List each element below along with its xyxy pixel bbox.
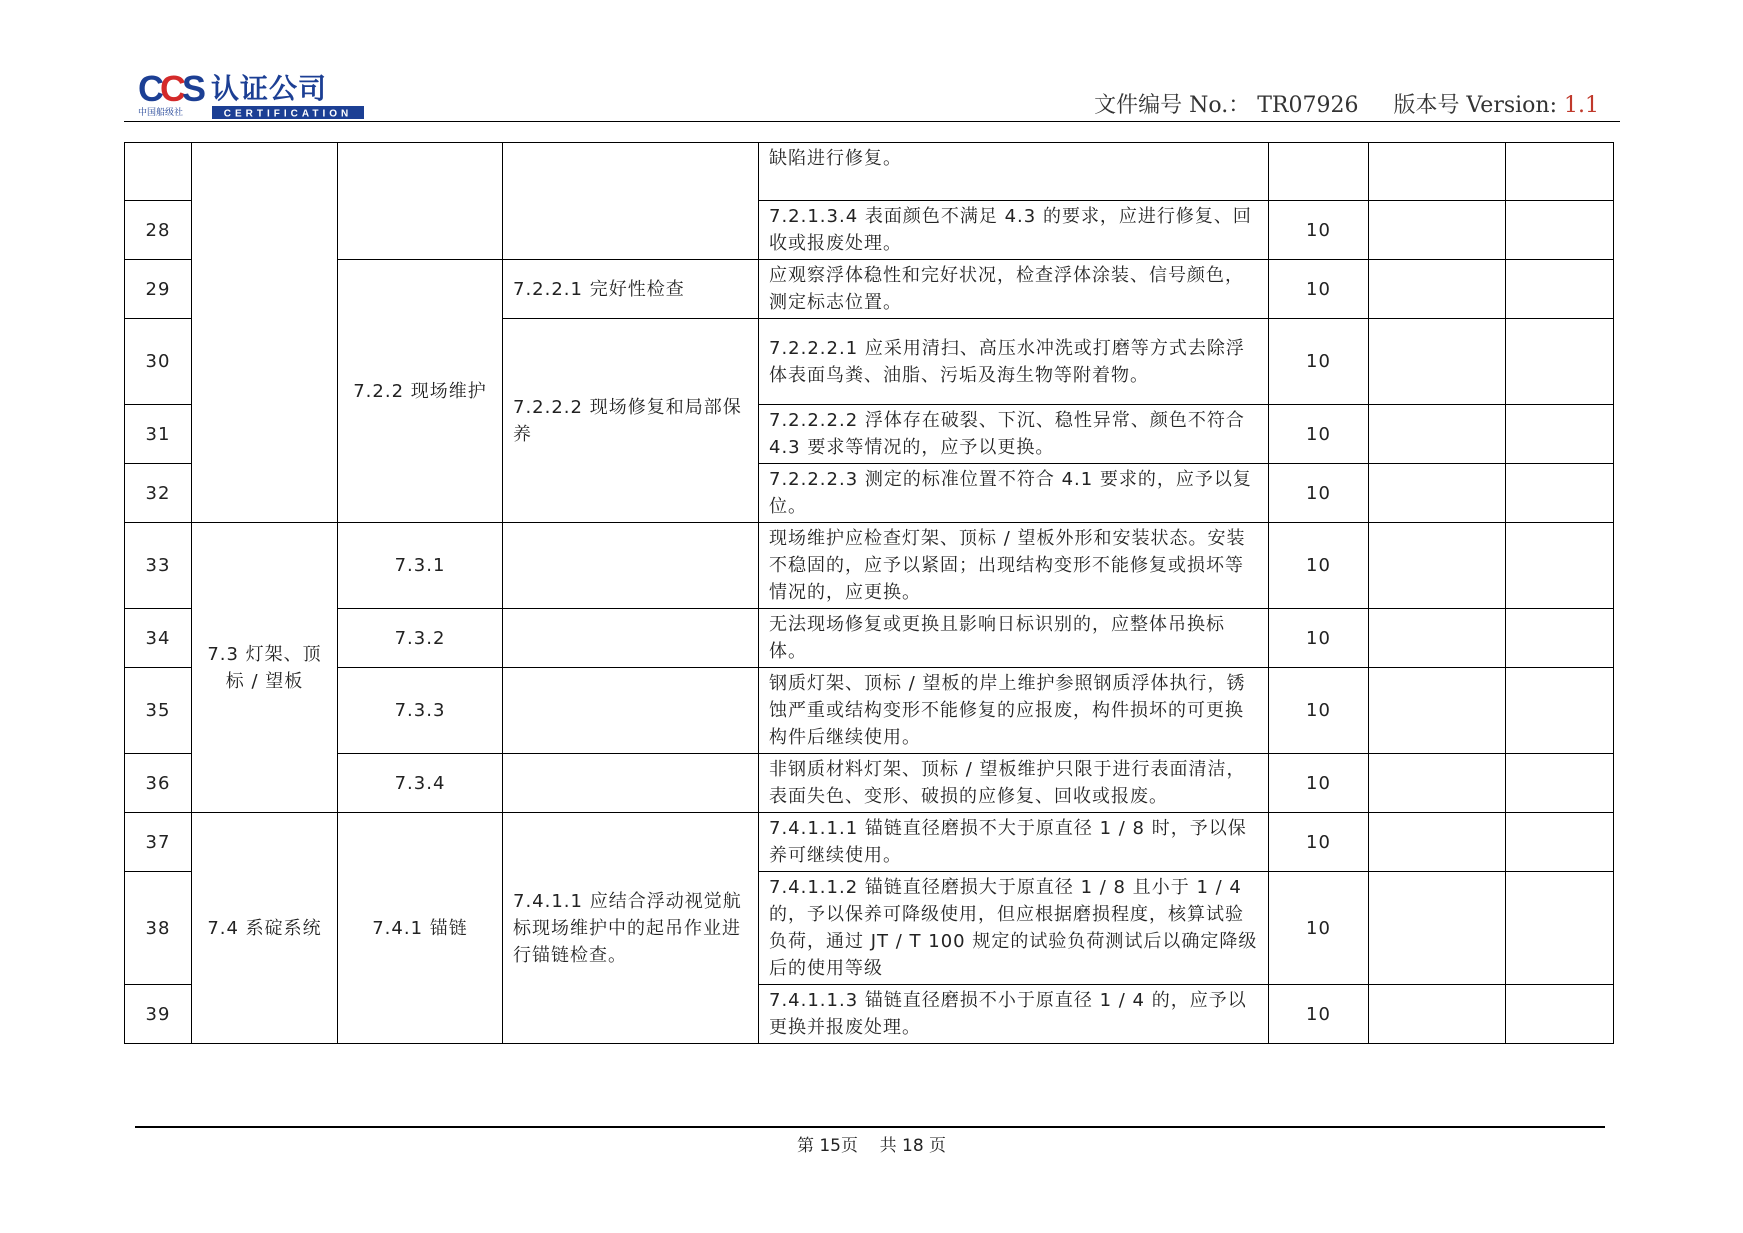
version-value: 1.1 xyxy=(1564,93,1599,118)
row-number: 31 xyxy=(125,405,192,464)
svg-text:CERTIFICATION: CERTIFICATION xyxy=(223,108,353,120)
blank-cell xyxy=(1506,405,1614,464)
requirement-cell: 7.2.2.2.1 应采用清扫、高压水冲洗或打磨等方式去除浮体表面鸟粪、油脂、污垢及海生物等附着物。 xyxy=(759,319,1269,405)
subsection-cell: 7.3.3 xyxy=(338,668,503,754)
blank-cell xyxy=(1506,464,1614,523)
blank-cell xyxy=(1369,754,1506,813)
requirement-cell: 钢质灯架、顶标 / 望板的岸上维护参照钢质浮体执行，锈蚀严重或结构变形不能修复的应报废，构件损坏的可更换构件后继续使用。 xyxy=(759,668,1269,754)
score-cell: 10 xyxy=(1269,201,1369,260)
blank-cell xyxy=(1506,143,1614,201)
requirement-cell: 7.4.1.1.1 锚链直径磨损不大于原直径 1 / 8 时，予以保养可继续使用。 xyxy=(759,813,1269,872)
item-cell: 7.2.2.1 完好性检查 xyxy=(503,260,759,319)
blank-cell xyxy=(1369,523,1506,609)
table-row xyxy=(125,813,1614,872)
doc-no-label: 文件编号 No.： xyxy=(1094,93,1251,118)
table-row xyxy=(125,754,1614,813)
item-cell-empty xyxy=(503,668,759,754)
maintenance-table xyxy=(124,142,1614,1044)
item-cell-empty xyxy=(503,609,759,668)
subsection-cell: 7.4.1 锚链 xyxy=(338,813,503,1044)
requirement-cell: 现场维护应检查灯架、顶标 / 望板外形和安装状态。安装不稳固的，应予以紧固；出现结构变形不能修复或损坏等情况的，应更换。 xyxy=(759,523,1269,609)
requirement-cell: 7.2.1.3.4 表面颜色不满足 4.3 的要求，应进行修复、回收或报废处理。 xyxy=(759,201,1269,260)
requirement-cell: 7.2.2.2.3 测定的标准位置不符合 4.1 要求的，应予以复位。 xyxy=(759,464,1269,523)
subsection-cell: 7.2.2 现场维护 xyxy=(338,260,503,523)
subsection-cell: 7.3.2 xyxy=(338,609,503,668)
blank-cell xyxy=(1506,813,1614,872)
blank-cell xyxy=(1369,609,1506,668)
subsection-cell: 7.3.4 xyxy=(338,754,503,813)
section-cell-empty xyxy=(192,143,338,523)
blank-cell xyxy=(1369,872,1506,985)
item-cell: 7.4.1.1 应结合浮动视觉航标现场维护中的起吊作业进行锚链检查。 xyxy=(503,813,759,1044)
page-number: 第 15页 共 18 页 xyxy=(796,1136,947,1156)
subsection-cell-empty xyxy=(338,143,503,260)
header-rule xyxy=(124,121,1620,122)
table-row xyxy=(125,609,1614,668)
row-number: 37 xyxy=(125,813,192,872)
blank-cell xyxy=(1506,668,1614,754)
score-cell xyxy=(1269,143,1369,201)
score-cell: 10 xyxy=(1269,985,1369,1044)
row-number: 28 xyxy=(125,201,192,260)
table-row xyxy=(125,143,1614,201)
blank-cell xyxy=(1506,523,1614,609)
svg-text:C: C xyxy=(138,68,163,109)
blank-cell xyxy=(1369,464,1506,523)
row-number: 38 xyxy=(125,872,192,985)
row-number: 36 xyxy=(125,754,192,813)
blank-cell xyxy=(1506,754,1614,813)
score-cell: 10 xyxy=(1269,464,1369,523)
score-cell: 10 xyxy=(1269,872,1369,985)
blank-cell xyxy=(1506,319,1614,405)
blank-cell xyxy=(1506,201,1614,260)
row-number xyxy=(125,143,192,201)
table-row xyxy=(125,668,1614,754)
item-cell-empty xyxy=(503,143,759,260)
svg-text:C: C xyxy=(160,68,185,109)
doc-no-value: TR07926 xyxy=(1257,93,1359,118)
blank-cell xyxy=(1506,260,1614,319)
version-label: 版本号 Version: xyxy=(1393,93,1557,118)
blank-cell xyxy=(1369,813,1506,872)
blank-cell xyxy=(1369,143,1506,201)
row-number: 30 xyxy=(125,319,192,405)
requirement-cell: 非钢质材料灯架、顶标 / 望板维护只限于进行表面清洁，表面失色、变形、破损的应修复、回收或报废。 xyxy=(759,754,1269,813)
table-row xyxy=(125,260,1614,319)
score-cell: 10 xyxy=(1269,813,1369,872)
row-number: 29 xyxy=(125,260,192,319)
blank-cell xyxy=(1506,609,1614,668)
score-cell: 10 xyxy=(1269,260,1369,319)
score-cell: 10 xyxy=(1269,668,1369,754)
row-number: 32 xyxy=(125,464,192,523)
blank-cell xyxy=(1369,260,1506,319)
section-cell: 7.3 灯架、顶标 / 望板 xyxy=(192,523,338,813)
ccs-certification-logo xyxy=(138,68,400,122)
requirement-cell: 7.4.1.1.2 锚链直径磨损大于原直径 1 / 8 且小于 1 / 4 的，予以保养可降级使用，但应根据磨损程度，核算试验负荷，通过 JT / T 100 规定的试验负荷测试后以确定降级后的使用等级 xyxy=(759,872,1269,985)
blank-cell xyxy=(1369,985,1506,1044)
blank-cell xyxy=(1506,985,1614,1044)
item-cell: 7.2.2.2 现场修复和局部保养 xyxy=(503,319,759,523)
row-number: 39 xyxy=(125,985,192,1044)
score-cell: 10 xyxy=(1269,405,1369,464)
requirement-cell: 7.4.1.1.3 锚链直径磨损不小于原直径 1 / 4 的，应予以更换并报废处理。 xyxy=(759,985,1269,1044)
requirement-cell: 缺陷进行修复。 xyxy=(759,143,1269,201)
requirement-cell: 7.2.2.2.2 浮体存在破裂、下沉、稳性异常、颜色不符合 4.3 要求等情况的，应予以更换。 xyxy=(759,405,1269,464)
item-cell-empty xyxy=(503,523,759,609)
section-cell: 7.4 系碇系统 xyxy=(192,813,338,1044)
blank-cell xyxy=(1369,668,1506,754)
score-cell: 10 xyxy=(1269,319,1369,405)
subsection-cell: 7.3.1 xyxy=(338,523,503,609)
requirement-cell: 应观察浮体稳性和完好状况，检查浮体涂装、信号颜色，测定标志位置。 xyxy=(759,260,1269,319)
row-number: 35 xyxy=(125,668,192,754)
svg-text:认证公司: 认证公司 xyxy=(211,72,328,105)
blank-cell xyxy=(1506,872,1614,985)
score-cell: 10 xyxy=(1269,523,1369,609)
row-number: 33 xyxy=(125,523,192,609)
item-cell-empty xyxy=(503,754,759,813)
blank-cell xyxy=(1369,405,1506,464)
footer-rule xyxy=(135,1126,1605,1128)
blank-cell xyxy=(1369,319,1506,405)
blank-cell xyxy=(1369,201,1506,260)
svg-text:S: S xyxy=(182,68,207,109)
row-number: 34 xyxy=(125,609,192,668)
document-number-version xyxy=(1094,88,1599,119)
svg-text:中国船级社: 中国船级社 xyxy=(138,108,184,118)
score-cell: 10 xyxy=(1269,609,1369,668)
score-cell: 10 xyxy=(1269,754,1369,813)
table-row xyxy=(125,523,1614,609)
requirement-cell: 无法现场修复或更换且影响日标识别的，应整体吊换标体。 xyxy=(759,609,1269,668)
